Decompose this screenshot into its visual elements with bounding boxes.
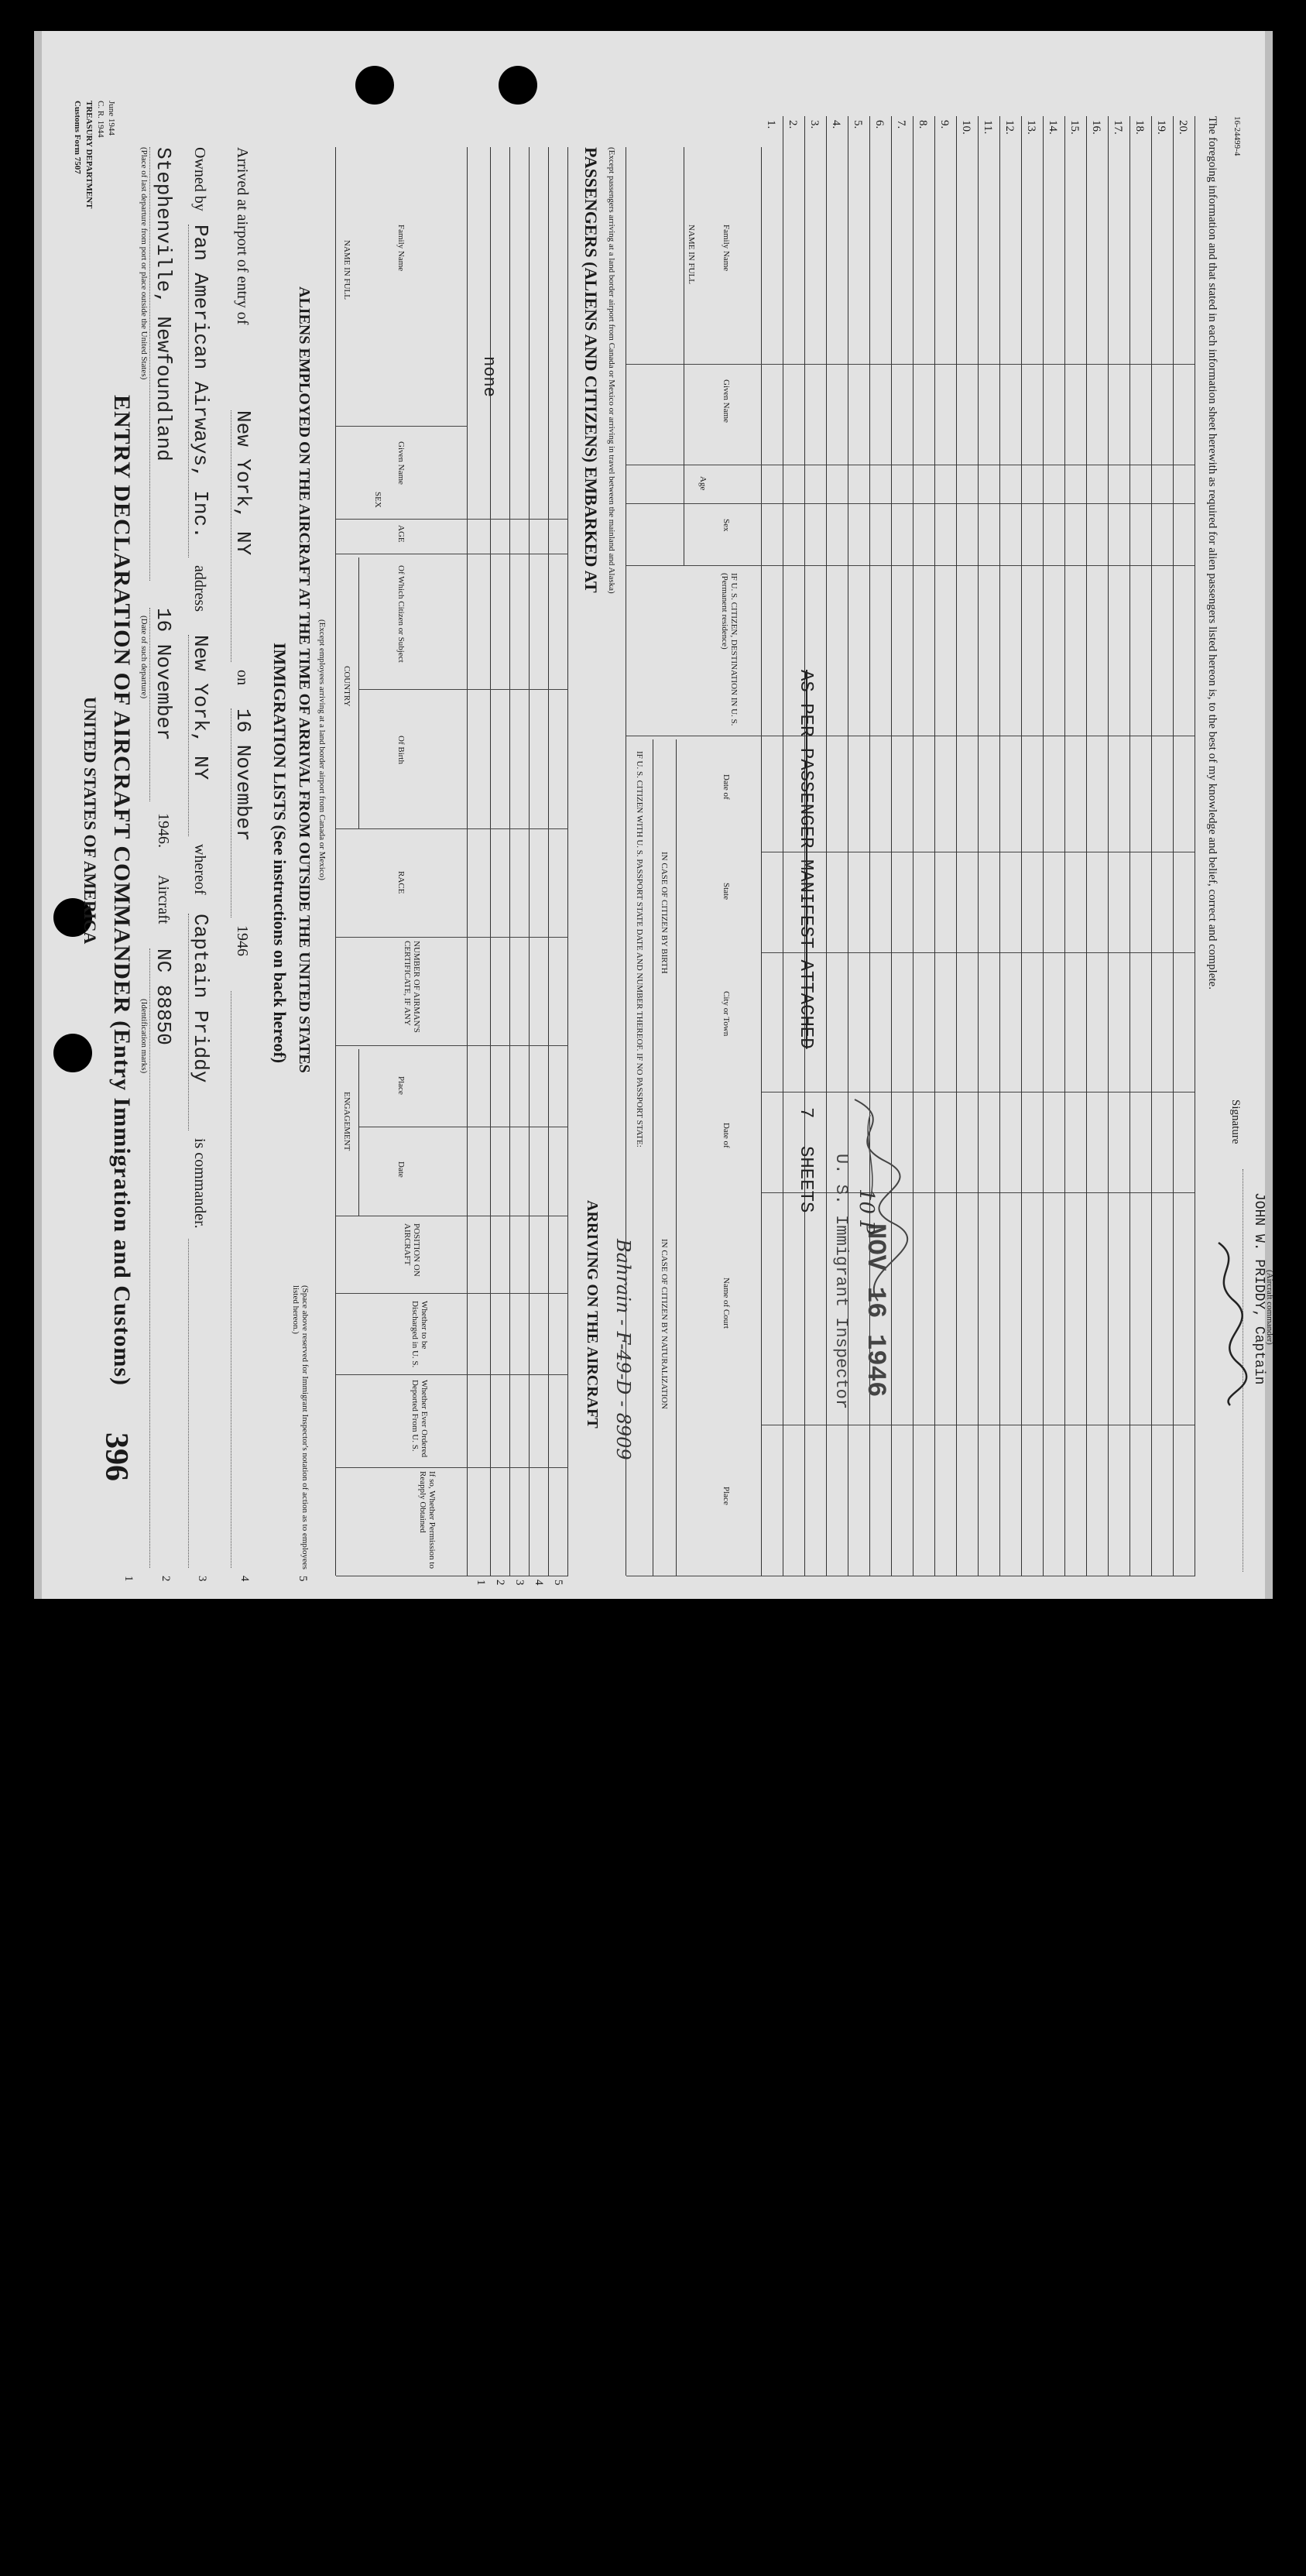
passenger-row-number: 18. (1133, 120, 1146, 135)
arrival-on-label: on (234, 670, 251, 685)
aircraft-label: Aircraft (155, 875, 172, 924)
aliens-col-place: Place (396, 1076, 406, 1095)
handwritten-ref: Bahrain - F-49-D - 8909 (612, 1239, 634, 1460)
aliens-col-citizen: Of Which Citizen or Subject (396, 565, 406, 663)
passenger-row-number: 16. (1090, 120, 1102, 135)
rotated-form (34, 31, 1273, 1599)
aliens-col-given: Given Name (396, 441, 406, 485)
passenger-row-number: 15. (1068, 120, 1081, 135)
punch-hole (53, 1034, 92, 1072)
pass-col-passport: IF U. S. CITIZEN WITH U. S. PASSPORT STATE DATE AND NUMBER THEREOF. IF NO PASSPORT STATE: (635, 751, 644, 1147)
passenger-row-number: 17. (1112, 120, 1124, 135)
address-label: address (191, 565, 208, 612)
aliens-col-sex: SEX (373, 492, 382, 508)
arrival-label: Arrived at airport of entry of (234, 147, 251, 325)
pass-col-name: NAME IN FULL (687, 225, 696, 284)
passengers-title: PASSENGERS (ALIENS AND CITIZENS) EMBARKED AT (581, 147, 601, 593)
aliens-col-name: NAME IN FULL (342, 240, 351, 300)
aliens-col-birth: Of Birth (396, 736, 406, 764)
aliens-col-country: COUNTRY (342, 666, 351, 707)
punch-hole (355, 66, 394, 105)
commander-signature (1203, 1239, 1249, 1409)
aliens-col-certificate: NUMBER OF AIRMAN'S CERTIFICATE, IF ANY (403, 941, 421, 1033)
stamp-date: NOV 16 1946 (860, 1223, 890, 1398)
signature-label: Signature (1229, 1099, 1242, 1144)
aliens-col-race: RACE (396, 871, 406, 894)
pass-col-place: Place (722, 1487, 731, 1505)
stamp-inspector: U. S. Immigrant Inspector (831, 1154, 851, 1410)
sheets-count: 7 (795, 1107, 816, 1119)
pass-col-given: Given Name (722, 379, 731, 423)
passenger-row-number: 19. (1155, 120, 1167, 135)
aliens-title: ALIENS EMPLOYED ON THE AIRCRAFT AT THE TIME OF ARRIVAL FROM OUTSIDE THE UNITED STATES (296, 286, 313, 1073)
line-number: 2 (159, 1576, 172, 1582)
aliens-subtitle: (Except employees arriving at a land border airport from Canada or Mexico) (317, 619, 327, 880)
aliens-col-position: POSITION ON AIRCRAFT (403, 1223, 421, 1277)
pass-col-sex: Sex (722, 519, 731, 532)
stamp-code: 10 P (855, 1189, 878, 1234)
line-number: 1 (122, 1576, 135, 1582)
manifest-note: AS PER PASSENGER MANIFEST ATTACHED (795, 670, 816, 1049)
sheets-label: SHEETS (795, 1146, 816, 1213)
department: TREASURY DEPARTMENT (84, 101, 94, 209)
aliens-col-discharged: Whether to be Discharged in U. S. (410, 1301, 429, 1368)
document-sheet (34, 31, 1273, 1599)
arriving-title: ARRIVING ON THE AIRCRAFT (584, 1200, 601, 1429)
passenger-row-number: 7. (895, 120, 907, 129)
pass-col-court: Name of Court (722, 1278, 731, 1329)
form-title: ENTRY DECLARATION OF AIRCRAFT COMMANDER (Entry Immigration and Customs) (109, 395, 135, 1386)
owned-by-label: Owned by (191, 147, 208, 211)
aliens-entry: none (479, 356, 499, 397)
passenger-row-number: 1. (765, 120, 777, 129)
departure-place: Stephenville, Newfoundland (152, 147, 175, 461)
pass-col-destination: IF U. S. CITIZEN, DESTINATION IN U. S. (Permanent residence) (720, 573, 739, 726)
immigration-title: IMMIGRATION LISTS (See instructions on back hereof) (270, 643, 290, 1064)
space-note: (Space above reserved for Immigrant Inspector's notation of action as to employees listed hereon.) (291, 1285, 310, 1569)
pass-col-age: Age (698, 476, 708, 491)
passenger-row-number: 14. (1047, 120, 1059, 135)
departure-place-caption: (Place of last departure from port or place outside the United States) (139, 147, 149, 380)
passenger-row-number: 4. (830, 120, 842, 129)
passenger-row-number: 2. (787, 120, 799, 129)
country-title: UNITED STATES OF AMERICA (81, 697, 100, 945)
aliens-row-number: 5 (552, 1580, 564, 1586)
departure-year: 1946. (155, 813, 172, 848)
pass-col-city: City or Town (722, 991, 731, 1037)
scan-edge-bottom (34, 31, 42, 1599)
passenger-row-number: 3. (808, 120, 821, 129)
signer-caption: (Aircraft commander) (1265, 1270, 1274, 1345)
pass-col-by-birth: IN CASE OF CITIZEN BY BIRTH (660, 852, 669, 974)
passenger-row-number: 10. (960, 120, 972, 135)
aircraft-caption: (Identification marks) (139, 999, 149, 1074)
arrival-date: 16 November (231, 708, 255, 842)
arrival-airport: New York, NY (231, 410, 255, 556)
passengers-subtitle: (Except passengers arriving at a land border airport from Canada or Mexico or arriving in travel between the mainland and Alaska) (607, 147, 616, 594)
pass-col-date-of-nat: Date of (722, 1123, 731, 1148)
passenger-row-number: 12. (1003, 120, 1016, 135)
aliens-col-engagement: ENGAGEMENT (342, 1092, 351, 1151)
passenger-row-number: 5. (852, 120, 864, 129)
line-number: 3 (196, 1576, 208, 1582)
pass-col-state: State (722, 883, 731, 900)
aliens-col-permission: If so, Whether Permission to Reapply Obtained (418, 1471, 437, 1569)
departure-date-caption: (Date of such departure) (139, 616, 149, 699)
passenger-row-number: 9. (938, 120, 951, 129)
pass-col-naturalization: IN CASE OF CITIZEN BY NATURALIZATION (660, 1239, 669, 1409)
punch-hole (499, 66, 537, 105)
line-number: 4 (238, 1576, 251, 1582)
arrival-year: 1946 (234, 925, 251, 956)
form-id: Customs Form 7507 (73, 101, 82, 174)
aliens-row-number: 3 (513, 1580, 526, 1586)
passenger-row-number: 13. (1025, 120, 1037, 135)
aliens-col-date: Date (396, 1161, 406, 1178)
aliens-col-family: Family Name (396, 225, 406, 272)
departure-date: 16 November (152, 608, 175, 741)
declaration: The foregoing information and that stated in each information sheet herewith as required for alien passengers listed hereon is, to the best of my knowledge and belief, correct and complete. (1206, 116, 1219, 990)
edition: June 1944 (107, 101, 116, 135)
passenger-row-number: 11. (982, 120, 994, 135)
aircraft-id: NC 88850 (152, 948, 175, 1045)
form-code: 16-24499-4 (1232, 116, 1242, 156)
document-number: 396 (98, 1432, 134, 1481)
aliens-col-age: AGE (396, 525, 406, 543)
aliens-col-deported: Whether Ever Ordered Deported From U. S. (410, 1380, 429, 1458)
passenger-row-number: 20. (1177, 120, 1189, 135)
owner: Pan American Airways, Inc. (189, 225, 212, 539)
pass-col-date-of: Date of (722, 774, 731, 800)
aliens-row-number: 2 (494, 1580, 506, 1586)
passenger-row-number: 8. (917, 120, 929, 129)
signer-name: JOHN W. PRIDDY, Captain (1251, 1192, 1267, 1385)
line-number: 5 (297, 1576, 309, 1582)
is-commander-label: is commander. (191, 1138, 208, 1229)
whereof-label: whereof (191, 844, 208, 895)
commander-name: Captain Priddy (189, 914, 212, 1083)
pass-col-family: Family Name (722, 225, 731, 272)
aliens-row-number: 4 (533, 1580, 545, 1586)
owner-address: New York, NY (189, 635, 212, 780)
aliens-row-number: 1 (475, 1580, 487, 1586)
passenger-row-number: 6. (873, 120, 886, 129)
regs: C. R. 1944 (96, 101, 105, 138)
